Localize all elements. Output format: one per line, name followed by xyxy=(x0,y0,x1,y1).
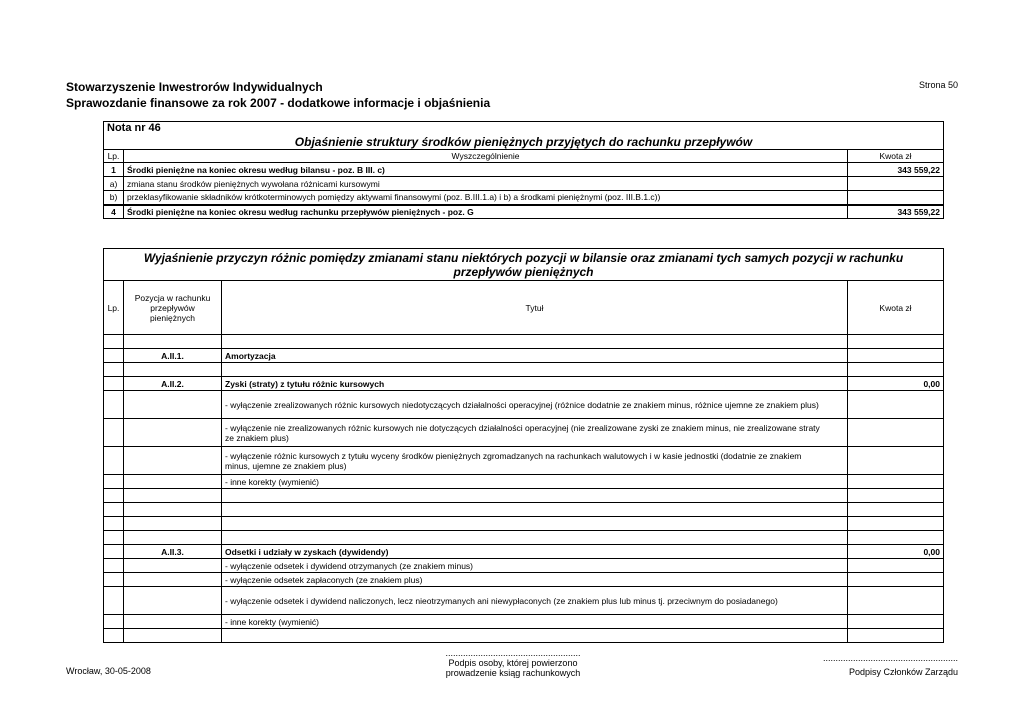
detail-item: - inne korekty (wymienić) xyxy=(222,475,848,489)
col-amount: Kwota zł xyxy=(848,150,944,163)
col-title: Tytuł xyxy=(222,281,848,335)
table-row xyxy=(104,191,944,205)
detail-item: - wyłączenie nie zrealizowanych różnic kursowych nie dotyczących działalności operacyjnej (nie zrealizowane zyski ze znakiem minus, nie zrealizowane straty ze znakiem plus) xyxy=(222,419,848,447)
position-code: A.II.2. xyxy=(124,377,222,391)
place-date: Wrocław, 30-05-2008 xyxy=(66,666,151,676)
position-title: Amortyzacja xyxy=(222,349,848,363)
note-number: Nota nr 46 xyxy=(104,122,944,135)
table-row xyxy=(104,587,944,615)
row-desc: Środki pieniężne na koniec okresu według bilansu - poz. B III. c) xyxy=(124,163,848,177)
signature-line: ...................................................... xyxy=(822,653,958,663)
position-code: A.II.1. xyxy=(124,349,222,363)
row-desc: Środki pieniężne na koniec okresu według rachunku przepływów pieniężnych - poz. G xyxy=(124,205,848,219)
table-row xyxy=(104,475,944,489)
detail-item: - wyłączenie odsetek i dywidend naliczonych, lecz nieotrzymanych ani niewypłaconych (ze znakiem plus lub minus tj. przeciwnym do posiadanego) xyxy=(222,587,848,615)
row-lp: 4 xyxy=(104,205,124,219)
table-row xyxy=(104,377,944,391)
detail-item: - wyłączenie odsetek i dywidend otrzymanych (ze znakiem minus) xyxy=(222,559,848,573)
report-title: Sprawozdanie finansowe za rok 2007 - dodatkowe informacje i objaśnienia xyxy=(66,96,491,110)
row-desc: zmiana stanu środków pieniężnych wywołana różnicami kursowymi xyxy=(124,177,848,191)
explanation-table xyxy=(103,248,944,643)
explanation-title: Wyjaśnienie przyczyn różnic pomiędzy zmianami stanu niektórych pozycji w bilansie oraz zmianami tych samych pozycji w rachunku przepływów pieniężnych xyxy=(104,249,944,281)
position-amount: 0,00 xyxy=(847,545,943,559)
signature-label: prowadzenie ksiąg rachunkowych xyxy=(445,668,581,678)
row-amount: 343 559,22 xyxy=(848,163,944,177)
table-row xyxy=(104,349,944,363)
table-row xyxy=(104,545,944,559)
detail-item: - wyłączenie odsetek zapłaconych (ze znakiem plus) xyxy=(222,573,848,587)
position-amount: 0,00 xyxy=(847,377,943,391)
signature-label: Podpisy Członków Zarządu xyxy=(848,667,958,677)
table-row xyxy=(104,177,944,191)
row-amount xyxy=(848,177,944,191)
signature-label: Podpis osoby, której powierzono xyxy=(448,658,578,668)
table-row xyxy=(104,163,944,177)
table-row xyxy=(104,559,944,573)
note-table xyxy=(103,121,944,219)
detail-item: - wyłączenie różnic kursowych z tytułu wyceny środków pieniężnych zgromadzanych na rachunkach walutowych i w kasie jednostki (dodatnie ze znakiem minus, ujemne ze znakiem plus) xyxy=(222,447,848,475)
board-signature xyxy=(815,653,958,677)
col-desc: Wyszczególnienie xyxy=(124,150,848,163)
table-row xyxy=(104,573,944,587)
organization-name: Stowarzyszenie Inwestrorów Indywidualnych xyxy=(66,80,323,94)
detail-item: - inne korekty (wymienić) xyxy=(222,615,848,629)
table-row xyxy=(104,447,944,475)
col-lp: Lp. xyxy=(104,281,124,335)
table-row xyxy=(104,419,944,447)
col-lp: Lp. xyxy=(104,150,124,163)
note-title: Objaśnienie struktury środków pieniężnych przyjętych do rachunku przepływów xyxy=(104,135,944,150)
row-lp: 1 xyxy=(104,163,124,177)
detail-item: - wyłączenie zrealizowanych różnic kursowych niedotyczących działalności operacyjnej (różnice dodatnie ze znakiem minus, różnice ujemne ze znakiem plus) xyxy=(222,391,848,419)
row-lp: a) xyxy=(104,177,124,191)
page-number: Strona 50 xyxy=(918,80,958,90)
accountant-signature xyxy=(440,648,586,678)
row-desc: przeklasyfikowanie składników krótkoterminowych pomiędzy aktywami finansowymi (poz. B.III.1.a) i b) a środkami pieniężnymi (poz. III.B.1.c)) xyxy=(124,191,848,205)
row-amount xyxy=(848,191,944,205)
table-row xyxy=(104,391,944,419)
col-position: Pozycja w rachunku przepływów pieniężnych xyxy=(124,281,222,335)
col-amount: Kwota zł xyxy=(847,281,943,335)
position-title: Zyski (straty) z tytułu różnic kursowych xyxy=(222,377,848,391)
position-code: A.II.3. xyxy=(124,545,222,559)
position-title: Odsetki i udziały w zyskach (dywidendy) xyxy=(222,545,848,559)
row-lp: b) xyxy=(104,191,124,205)
row-amount: 343 559,22 xyxy=(848,205,944,219)
table-row xyxy=(104,615,944,629)
table-row xyxy=(104,205,944,219)
signature-line: ...................................................... xyxy=(445,648,581,658)
